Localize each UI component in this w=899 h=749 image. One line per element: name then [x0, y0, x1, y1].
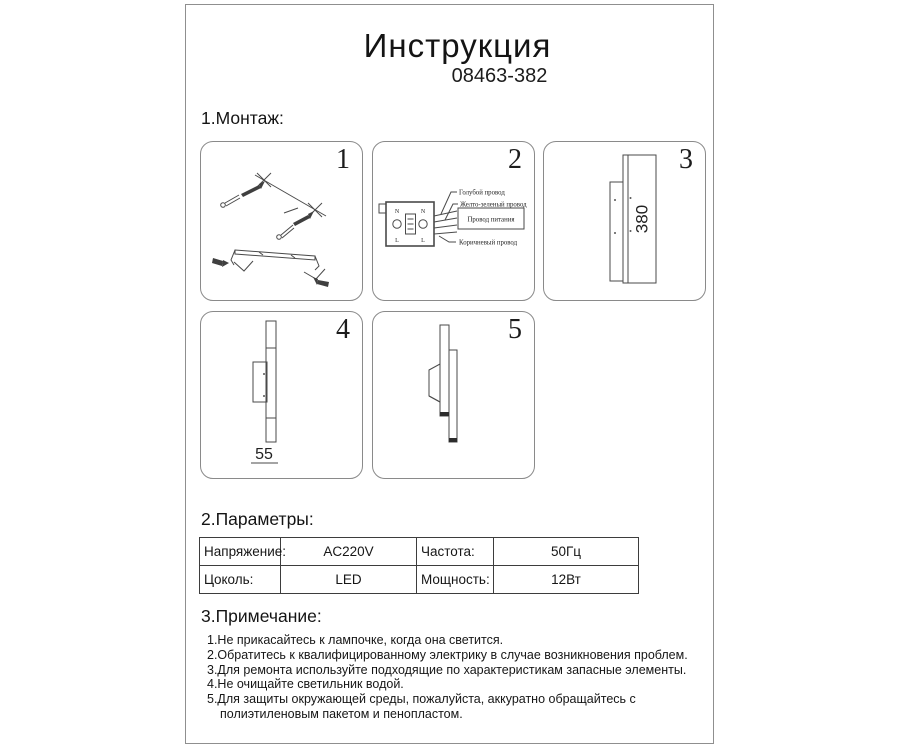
table-row [200, 538, 639, 566]
panel-number: 2 [508, 144, 522, 175]
page-title: Инструкция [363, 27, 552, 64]
wire-label-yellow-green: Желто-зеленый провод [460, 201, 527, 209]
param-value-frequency: 50Гц [494, 538, 639, 566]
param-label-power: Мощность: [417, 566, 494, 594]
montage-step-5-panel [372, 311, 535, 479]
parameters-table [199, 537, 639, 594]
param-value-socket: LED [281, 566, 417, 594]
section-heading-montage: 1.Монтаж: [201, 108, 284, 128]
montage-step-4-panel [200, 311, 363, 479]
montage-step-3-panel [543, 141, 706, 301]
panel-number: 1 [336, 144, 350, 175]
note-item: 2.Обратитесь к квалифицированному электрику в случае возникновения проблем. [207, 647, 688, 662]
wire-label-blue: Голубой провод [459, 189, 505, 197]
panel-number: 3 [679, 144, 693, 175]
terminal-n-label: N [420, 209, 426, 215]
param-value-voltage: AC220V [281, 538, 417, 566]
terminal-n-label: N [394, 209, 400, 215]
table-row [200, 566, 639, 594]
note-item: 1.Не прикасайтесь к лампочке, когда она светится. [207, 633, 504, 647]
terminal-l-label: L [421, 238, 425, 244]
note-item: 5.Для защиты окружающей среды, пожалуйста, аккуратно обращайтесь с полиэтиленовым пакетом и пенопластом. [207, 692, 636, 721]
height-dimension-label: 380 [632, 204, 652, 234]
param-label-frequency: Частота: [417, 538, 494, 566]
panel-number: 4 [336, 314, 350, 345]
section-heading-notes: 3.Примечание: [201, 606, 322, 626]
note-item: 4.Не очищайте светильник водой. [207, 677, 404, 692]
note-item: 3.Для ремонта используйте подходящие по характеристикам запасные элементы. [207, 662, 687, 677]
wire-label-brown: Коричневый провод [459, 239, 518, 247]
montage-step-2-panel [372, 141, 535, 301]
param-value-power: 12Вт [494, 566, 639, 594]
panel-number: 5 [508, 314, 522, 345]
section-heading-params: 2.Параметры: [201, 509, 314, 529]
model-number: 08463-382 [451, 65, 548, 87]
power-cord-label: Провод питания [467, 216, 515, 224]
terminal-l-label: L [395, 238, 399, 244]
document-page [185, 4, 714, 744]
depth-dimension-label: 55 [255, 446, 273, 463]
notes-list [207, 633, 707, 722]
param-label-voltage: Напряжение: [200, 538, 281, 566]
montage-step-1-panel [200, 141, 363, 301]
param-label-socket: Цоколь: [200, 566, 281, 594]
